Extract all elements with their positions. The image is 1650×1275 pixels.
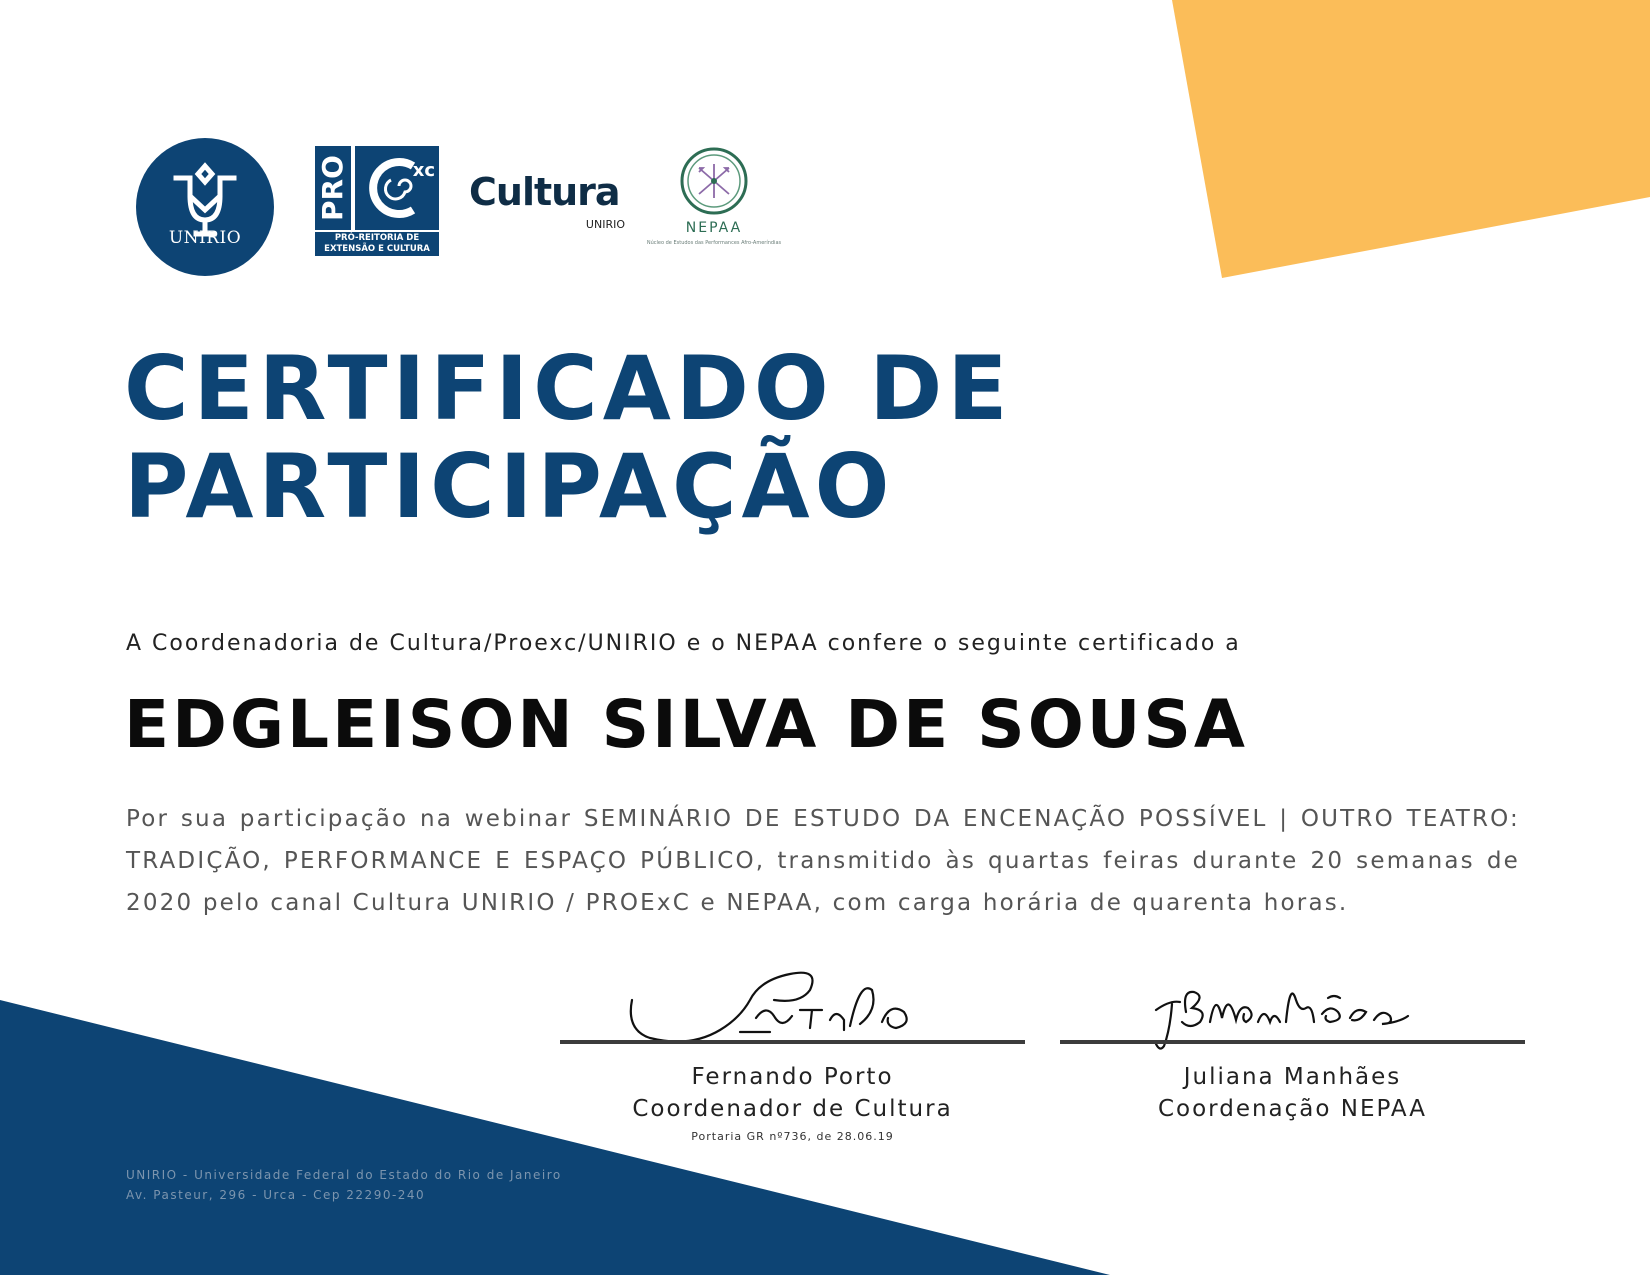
signature-line [1060,1040,1525,1044]
cultura-logo-sub: UNIRIO [585,218,625,231]
signature-line [560,1040,1025,1044]
handwritten-signature-fernando-porto [560,960,1025,1050]
proexc-xc-text: xc [412,160,435,181]
signer-role: Coordenação NEPAA [1157,1096,1428,1122]
certificate-intro: A Coordenadoria de Cultura/Proexc/UNIRIO e o NEPAA confere o seguinte certificado a [126,631,1241,656]
footer-address [126,1165,562,1205]
proexc-spiral-icon [355,146,439,230]
footer-line2: Av. Pasteur, 296 - Urca - Cep 22290-240 [126,1188,426,1202]
logo-row [136,138,796,278]
signer-note: Portaria GR nº736, de 28.06.19 [691,1130,894,1143]
signature-block-coordenador [560,960,1025,1150]
unirio-logo-text: UNIRIO [168,228,242,248]
unirio-emblem-icon [136,138,274,276]
proexc-emblem [355,146,439,230]
proexc-caption [315,232,439,256]
certificate-title-line1: CERTIFICADO DE [124,337,1013,440]
signature-block-nepaa [1060,960,1525,1150]
signer-role: Coordenador de Cultura [632,1096,953,1122]
nepaa-logo-word: NEPAA [685,220,743,236]
footer-line1: UNIRIO - Universidade Federal do Estado do Rio de Janeiro [126,1168,562,1182]
handwritten-signature-juliana-manhaes [1060,960,1525,1050]
proexc-pro-text: PRO [315,146,351,230]
certificate-title [124,337,1013,538]
nepaa-logo-sub: Núcleo de Estudos das Performances Afro-Ameríndias [646,240,782,246]
nepaa-logo [646,146,782,256]
proexc-caption-line1: PRÓ-REITORIA DE [334,233,420,243]
yellow-corner-shape [1172,0,1650,278]
nepaa-emblem-icon [679,146,749,216]
proexc-logo [315,146,439,256]
cultura-logo [469,170,629,230]
unirio-logo [136,138,274,276]
signer-name: Juliana Manhães [1183,1064,1402,1090]
certificate-body: Por sua participação na webinar SEMINÁRIO DE ESTUDO DA ENCENAÇÃO POSSÍVEL | OUTRO TEATRO: TRADIÇÃO, PERFORMANCE E ESPAÇO PÚBLICO, transmitido às quartas feiras durante 20 semanas de 2020 pelo canal Cultura UNIRIO / PROExC e NEPAA, com carga horária de quarenta horas. [126,806,1520,916]
recipient-name: EDGLEISON SILVA DE SOUSA [124,686,1249,763]
signer-name: Fernando Porto [691,1064,894,1090]
cultura-logo-word: Cultura [469,170,620,214]
certificate-title-line2: PARTICIPAÇÃO [124,435,895,538]
proexc-caption-line2: EXTENSÃO E CULTURA [324,244,430,254]
